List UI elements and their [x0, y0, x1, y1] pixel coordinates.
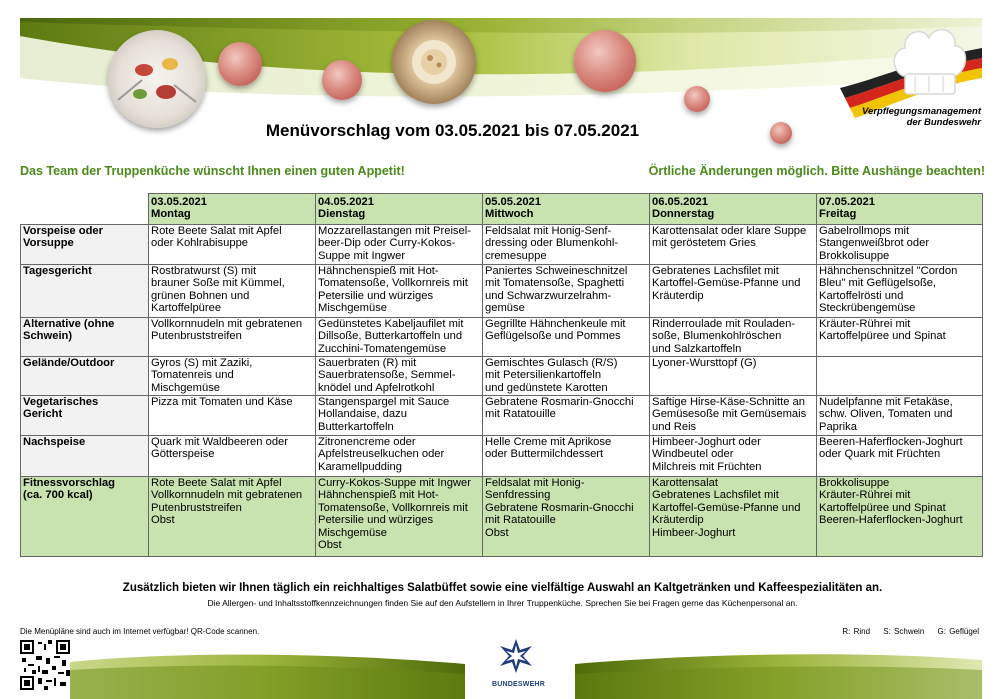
menu-cell: Beeren-Haferflocken-Joghurt oder Quark mit Früchten — [817, 436, 983, 477]
food-plate-image — [108, 30, 206, 128]
legend-rind: R: Rind — [842, 627, 871, 636]
menu-cell: Rote Beete Salat mit Apfel oder Kohlrabisuppe — [149, 225, 316, 265]
day-header — [149, 194, 316, 225]
table-row — [21, 318, 983, 357]
meat-legend — [832, 627, 979, 636]
menu-cell: Gemischtes Gulasch (R/S) mit Petersilienkartoffeln und gedünstete Karotten — [483, 357, 650, 396]
menu-cell: Paniertes Schweineschnitzel mit Tomatensoße, Spaghetti und Schwarzwurzelrahm- gemüse — [483, 265, 650, 318]
day-date: 03.05.2021 — [151, 196, 207, 208]
day-name: Montag — [151, 208, 191, 221]
menu-cell: Nudelpfanne mit Fetakäse, schw. Oliven, Tomaten und Paprika — [817, 396, 983, 436]
menu-cell: Pizza mit Tomaten und Käse — [149, 396, 316, 436]
menu-cell: Vollkornnudeln mit gebratenen Putenbruststreifen — [149, 318, 316, 357]
menu-cell: Rote Beete Salat mit Apfel Vollkornnudeln mit gebratenen Putenbruststreifen Obst — [149, 477, 316, 557]
menu-cell: Sauerbraten (R) mit Sauerbratensoße, Semmel- knödel und Apfelrotkohl — [316, 357, 483, 396]
menu-cell: Helle Creme mit Aprikose oder Buttermilchdessert — [483, 436, 650, 477]
menu-cell: Gyros (S) mit Zaziki, Tomatenreis und Mischgemüse — [149, 357, 316, 396]
legend-schwein: S: Schwein — [883, 627, 925, 636]
day-header — [316, 194, 483, 225]
menu-cell: Feldsalat mit Honig-Senf- dressing oder Blumenkohl- cremesuppe — [483, 225, 650, 265]
menu-cell: Karottensalat oder klare Suppe mit geröstetem Gries — [650, 225, 817, 265]
day-header — [650, 194, 817, 225]
table-row — [21, 396, 983, 436]
row-label: Alternative (ohne Schwein) — [21, 318, 149, 357]
menu-cell: Quark mit Waldbeeren oder Götterspeise — [149, 436, 316, 477]
greeting-right: Örtliche Änderungen möglich. Bitte Aushänge beachten! — [648, 164, 985, 178]
menu-cell: Gabelrollmops mit Stangenweißbrot oder Brokkolisuppe — [817, 225, 983, 265]
footer-allergen-note: Die Allergen- und Inhaltsstoffkennzeichnungen finden Sie auf den Aufstellern in Ihrer Truppenküche. Sprechen Sie bei Fragen gerne das Küchenpersonal an. — [207, 598, 798, 608]
row-label: Gelände/Outdoor — [21, 357, 149, 396]
menu-cell: Gebratenes Lachsfilet mit Kartoffel-Gemüse-Pfanne und Kräuterdip — [650, 265, 817, 318]
menu-cell: Zitronencreme oder Apfelstreuselkuchen oder Karamellpudding — [316, 436, 483, 477]
soup-bowl-icon — [392, 20, 476, 104]
brand-line-1: Verpflegungsmanagement — [862, 106, 981, 117]
legend-gefluegel: G: Geflügel — [937, 627, 979, 636]
day-name: Freitag — [819, 208, 857, 221]
iron-cross-icon — [496, 636, 536, 676]
greeting-left: Das Team der Truppenküche wünscht Ihnen einen guten Appetit! — [20, 164, 405, 178]
footer-salad-note: Zusätzlich bieten wir Ihnen täglich ein reichhaltiges Salatbüffet sowie eine vielfältige Auswahl an Kaltgetränken und Kaffeespezialitäten an. — [122, 582, 883, 594]
menu-cell: Karottensalat Gebratenes Lachsfilet mit Kartoffel-Gemüse-Pfanne und Kräuterdip Himbeer-Joghurt — [650, 477, 817, 557]
menu-cell: Lyoner-Wursttopf (G) — [650, 357, 817, 396]
menu-cell: Hähnchenspieß mit Hot- Tomatensoße, Vollkornreis mit Petersilie und würziges Mischgemüse — [316, 265, 483, 318]
footer-band-right — [575, 640, 982, 699]
row-label: Tagesgericht — [21, 265, 149, 318]
menu-cell: Gedünstetes Kabeljaufilet mit Dillsoße, Butterkartoffeln und Zucchini-Tomatengemüse — [316, 318, 483, 357]
menu-cell: Stangenspargel mit Sauce Hollandaise, dazu Butterkartoffeln — [316, 396, 483, 436]
menu-cell: Saftige Hirse-Käse-Schnitte an Gemüsesoße mit Gemüsemais und Reis — [650, 396, 817, 436]
table-header-row — [21, 194, 983, 225]
menu-cell: Himbeer-Joghurt oder Windbeutel oder Milchreis mit Früchten — [650, 436, 817, 477]
table-row-fitness — [21, 477, 983, 557]
menu-cell: Gegrillte Hähnchenkeule mit Geflügelsoße und Pommes — [483, 318, 650, 357]
brand-line-2: der Bundeswehr — [906, 117, 981, 128]
day-date: 04.05.2021 — [318, 196, 374, 208]
decor-plate — [322, 60, 362, 100]
row-label: Nachspeise — [21, 436, 149, 477]
day-header — [483, 194, 650, 225]
decor-plate — [574, 30, 636, 92]
day-date: 06.05.2021 — [652, 196, 708, 208]
chef-hat-icon — [889, 20, 969, 109]
food-appetizer-icon — [108, 30, 206, 128]
day-date: 05.05.2021 — [485, 196, 541, 208]
menu-cell: Rinderroulade mit Rouladen- soße, Blumenkohlröschen und Salzkartoffeln — [650, 318, 817, 357]
table-row — [21, 265, 983, 318]
menu-cell: Kräuter-Rührei mit Kartoffelpüree und Spinat — [817, 318, 983, 357]
day-name: Donnerstag — [652, 208, 715, 221]
day-date: 07.05.2021 — [819, 196, 875, 208]
table-row — [21, 357, 983, 396]
menu-cell: Gebratene Rosmarin-Gnocchi mit Ratatouille — [483, 396, 650, 436]
soup-plate-image — [392, 20, 476, 104]
row-label: Vorspeise oder Vorsuppe — [21, 225, 149, 265]
table-row — [21, 225, 983, 265]
menu-cell: Brokkolisuppe Kräuter-Rührei mit Kartoffelpüree und Spinat Beeren-Haferflocken-Joghurt — [817, 477, 983, 557]
decor-plate — [684, 86, 710, 112]
qr-code-icon[interactable] — [20, 640, 70, 690]
day-name: Dienstag — [318, 208, 366, 221]
menu-cell: Rostbratwurst (S) mit brauner Soße mit Kümmel, grünen Bohnen und Kartoffelpüree — [149, 265, 316, 318]
page-title: Menüvorschlag vom 03.05.2021 bis 07.05.2021 — [265, 121, 640, 140]
menu-cell: Mozzarellastangen mit Preisel- beer-Dip oder Curry-Kokos- Suppe mit Ingwer — [316, 225, 483, 265]
table-row — [21, 436, 983, 477]
menu-cell: Hähnchenschnitzel "Cordon Bleu" mit Geflügelsoße, Kartoffelrösti und Steckrübengemüse — [817, 265, 983, 318]
bundeswehr-logo — [492, 636, 545, 688]
menu-table — [20, 193, 983, 557]
decor-plate — [218, 42, 262, 86]
day-name: Mittwoch — [485, 208, 534, 221]
menu-cell — [817, 357, 983, 396]
qr-hint: Die Menüpläne sind auch im Internet verfügbar! QR-Code scannen. — [20, 627, 260, 636]
bundeswehr-label: BUNDESWEHR — [492, 681, 545, 688]
table-corner-cell — [21, 194, 149, 225]
footer-band-left — [70, 640, 465, 699]
row-label: Fitnessvorschlag (ca. 700 kcal) — [21, 477, 149, 557]
row-label: Vegetarisches Gericht — [21, 396, 149, 436]
menu-cell: Curry-Kokos-Suppe mit Ingwer Hähnchenspieß mit Hot- Tomatensoße, Vollkornreis mit Petersilie und würziges Mischgemüse Obst — [316, 477, 483, 557]
menu-cell: Feldsalat mit Honig- Senfdressing Gebratene Rosmarin-Gnocchi mit Ratatouille Obst — [483, 477, 650, 557]
day-header — [817, 194, 983, 225]
